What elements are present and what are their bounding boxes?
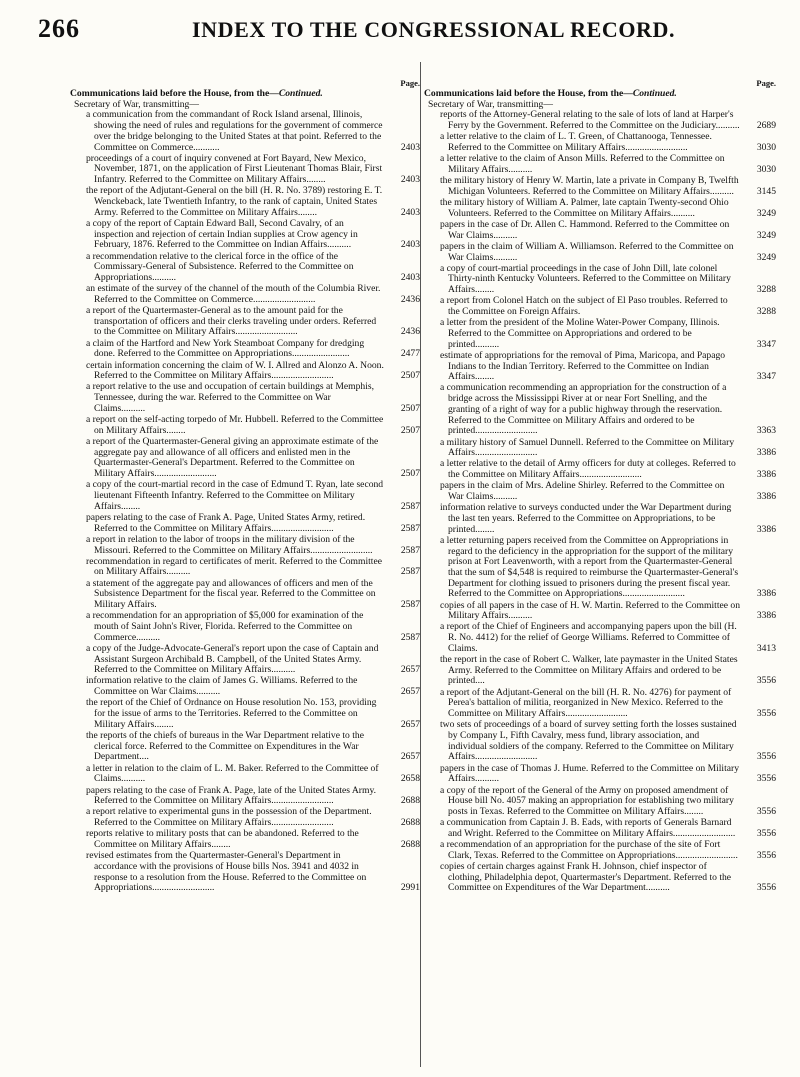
entry-text: a copy of the report of Captain Edward Ball, Second Cavalry, of an inspection and rejection of certain Indian supplies at Crow agency in February, 1876. Referred to the Committee on Indian Affairs.......... [86,217,358,251]
entry-text: a communication recommending an appropriation for the construction of a bridge across the Mississippi River at or near Fort Snelling, and the granting of a right of way for a public highway through the reservation. Referred to the Committee on Military Affairs and ordered to be printed.......................... [440,382,727,437]
entry-page-number: 3249 [756,251,776,263]
entry-text: the military history of Henry W. Martin, late a private in Company B, Twelfth Michigan Volunteers. Referred to the Committee on Military Affairs.......... [440,175,739,197]
entry-page-number: 2657 [400,686,420,698]
entry-page-number: 3556 [756,751,776,763]
entry-text: a recommendation for an appropriation of $5,000 for examination of the mouth of Saint John's River, Florida. Referred to the Committee on Commerce.......... [86,610,364,643]
index-entry [424,655,776,687]
entry-text: a copy of the Judge-Advocate-General's report upon the case of Captain and Assistant Surgeon Archibald B. Campbell, of the United States Army. Referred to the Committee on Military Affairs.......... [86,642,379,676]
entry-page-number: 2403 [400,141,420,153]
entry-page-number: 2403 [400,239,420,251]
index-entry [70,110,420,153]
entry-text: a report in relation to the labor of troops in the military division of the Missouri. Referred to the Committee on Military Affairs.......................... [86,533,373,556]
index-entry [70,284,420,305]
entry-text: a report of the Quartermaster-General giving an approximate estimate of the aggregate pay and allowance of all officers and enlisted men in the Quartermaster-General's Department. Referred to the Committee on Military Affairs.......................... [86,436,379,480]
index-entry [424,688,776,720]
entry-page-number: 3249 [756,229,776,241]
entry-page-number: 3386 [756,491,776,503]
index-entry [70,764,420,785]
entry-text: papers in the claim of Mrs. Adeline Shirley. Referred to the Committee on War Claims.......... [440,480,725,503]
entry-list [424,110,776,894]
entry-page-number: 3386 [756,469,776,481]
entry-page-number: 3556 [756,827,776,839]
entry-text: a letter in relation to the claim of L. M. Baker. Referred to the Committee of Claims.......... [86,762,379,785]
entry-page-number: 2657 [400,718,420,730]
index-entry [424,818,776,839]
entry-page-number: 2689 [756,120,776,132]
index-entry [424,786,776,818]
entry-page-number: 2688 [400,839,420,851]
entry-text: the report of the Chief of Ordnance on House resolution No. 153, providing for the issue of arms to the Territories. Referred to the Committee on Military Affairs........ [86,697,377,730]
index-entry [424,318,776,350]
index-entry [70,480,420,512]
entry-text: a report relative to experimental guns in the possession of the Department. Referred to the Committee on Military Affairs.......................... [86,806,372,829]
entry-text: papers in the claim of William A. Williamson. Referred to the Committee on War Claims.......... [440,240,734,263]
entry-text: reports relative to military posts that can be abandoned. Referred to the Committee on Military Affairs........ [86,828,359,851]
entry-text: a letter relative to the detail of Army officers for duty at colleges. Referred to the Committee on Military Affairs.......................... [440,458,736,481]
entry-page-number: 2403 [400,174,420,186]
entry-page-number: 2403 [400,271,420,283]
page-title: INDEX TO THE CONGRESSIONAL RECORD. [192,17,676,42]
entry-text: a statement of the aggregate pay and allowances of officers and men of the Subsistence Department for the fiscal year. Referred to the Committee on Military Affairs. [86,577,376,611]
left-column [70,78,420,895]
entry-page-number: 3556 [756,805,776,817]
entry-page-number: 3347 [756,338,776,350]
entry-text: a report of the Chief of Engineers and accompanying papers upon the bill (H. R. No. 4412) for the relief of George Williams. Referred to Committee of Claims. [440,621,737,654]
index-entry [70,437,420,480]
index-entry [424,132,776,153]
index-entry [424,383,776,437]
index-entry [70,829,420,850]
page-column-label: Page. [756,78,776,88]
entry-page-number: 3030 [756,142,776,154]
entry-page-number: 2587 [400,566,420,578]
index-entry [70,579,420,611]
entry-text: certain information concerning the claim of W. I. Allred and Alonzo A. Noon. Referred to the Committee on Military Affairs.......................... [86,359,384,382]
entry-page-number: 3249 [756,207,776,219]
entry-page-number: 2507 [400,370,420,382]
column-divider [420,62,421,1067]
entry-text: proceedings of a court of inquiry convened at Fort Bayard, New Mexico, November, 1871, on the application of First Lieutenant Thomas Blair, First Infantry. Referred to the Committee on Military Affairs........ [86,152,383,186]
entry-page-number: 2657 [400,751,420,763]
index-entry [424,220,776,241]
entry-page-number: 3386 [756,588,776,600]
page-number: 266 [38,14,80,43]
index-entry [424,264,776,296]
entry-page-number: 3145 [756,185,776,197]
entry-page-number: 3030 [756,163,776,175]
entry-text: reports of the Attorney-General relating to the sale of lots of land at Harper's Ferry by the Government. Referred to the Committee on the Judiciary.......... [440,109,740,132]
subsection-heading: Secretary of War, transmitting— [428,98,553,110]
entry-text: a copy of court-martial proceedings in the case of John Dill, late colonel Thirty-ninth Kentucky Volunteers. Referred to the Committee on Military Affairs........ [440,262,731,296]
index-entry [424,764,776,785]
entry-text: a report of the Quartermaster-General as to the amount paid for the transportation of officers and their clerks traveling under orders. Referred to the Committee on Military Affairs.......................... [86,305,377,338]
entry-page-number: 3347 [756,371,776,383]
entry-text: a letter from the president of the Moline Water-Power Company, Illinois. Referred to the Committee on Appropriations and ordered to be printed.......... [440,317,720,350]
page-column-label: Page. [400,78,420,88]
index-entry [424,110,776,131]
index-entry [424,862,776,894]
entry-page-number: 3556 [756,849,776,861]
index-entry [424,481,776,502]
index-entry [424,154,776,175]
index-entry [70,676,420,697]
entry-page-number: 3386 [756,523,776,535]
entry-page-number: 3556 [756,708,776,720]
entry-text: a report relative to the use and occupation of certain buildings at Memphis, Tennessee, during the war. Referred to the Committee on War Claims.......... [86,381,374,414]
entry-text: information relative to surveys conducted under the War Department during the last ten years. Referred to the Committee on Appropriations, to be printed........ [440,502,732,535]
entry-page-number: 2507 [400,468,420,480]
entry-page-number: 2688 [400,817,420,829]
entry-text: the military history of William A. Palmer, late captain Twenty-second Ohio Volunteers. Referred to the Committee on Military Affairs.......... [440,197,729,219]
index-entry [424,720,776,763]
entry-text: a copy of the report of the General of the Army on proposed amendment of House bill No. 4057 making an appropriation for establishing two military posts in Texas. Referred to the Committee on Military Affairs........ [440,784,734,817]
entry-text: a communication from the commandant of Rock Island arsenal, Illinois, showing the need of rules and regulations for the government of commerce over the bridge belonging to the United States at that point. Referred to the Committee on Commerce........... [86,109,383,153]
entry-text: a recommendation of an appropriation for the purchase of the site of Fort Clark, Texas. Referred to the Committee on Appropriations.......................... [440,839,738,861]
entry-text: a recommendation relative to the clerical force in the office of the Commissary-General of Subsistence. Referred to the Committee on Appropriations.......... [86,250,354,283]
index-entry [70,361,420,382]
entry-page-number: 2658 [400,773,420,785]
entry-text: a letter returning papers received from the Committee on Appropriations in regard to the deficiency in the appropriation for the support of the military prison at Fort Leavenworth, with a report from the Quartermaster-General that the sum of $4,548 is required to reimburse the Quartermaster-General's Department for clothing issued to prisoners during the present fiscal year. Referred to the Committee on Appropriations.......................... [440,534,739,600]
entry-text: a letter relative to the claim of L. T. Green, of Chattanooga, Tennessee. Referred to the Committee on Military Affairs.......................... [440,131,712,154]
entry-text: a copy of the court-martial record in the case of Edmund T. Ryan, late second lieutenant Fifteenth Infantry. Referred to the Committee on Military Affairs........ [86,479,384,512]
entry-text: papers relating to the case of Frank A. Page, United States Army, retired. Referred to the Committee on Military Affairs.......................... [86,511,366,534]
index-entry [424,622,776,654]
section-heading: Communications laid before the House, from the—Continued. [424,88,677,99]
index-entry [424,242,776,263]
entry-page-number: 2587 [400,522,420,534]
entry-page-number: 2991 [400,882,420,894]
entry-text: papers relating to the case of Frank A. Page, late of the United States Army. Referred to the Committee on Military Affairs.......................... [86,784,377,807]
entry-page-number: 2657 [400,664,420,676]
index-entry [424,438,776,459]
subsection-heading: Secretary of War, transmitting— [74,98,199,110]
entry-text: copies of all papers in the case of H. W. Martin. Referred to the Committee on Military Affairs.......... [440,599,740,622]
entry-page-number: 2436 [400,293,420,305]
entry-text: a communication from Captain J. B. Eads, with reports of Generals Barnard and Wright. Referred to the Committee on Military Affairs.......................... [440,817,736,839]
entry-page-number: 2587 [400,599,420,611]
index-entry [70,186,420,218]
index-entry [424,176,776,197]
index-entry [424,459,776,480]
entry-page-number: 2403 [400,206,420,218]
entry-page-number: 3413 [756,642,776,654]
entry-text: information relative to the claim of James G. Williams. Referred to the Committee on War Claims.......... [86,675,358,698]
entry-text: recommendation in regard to certificates of merit. Referred to the Committee on Military Affairs.......... [86,555,382,578]
entry-page-number: 3556 [756,773,776,785]
entry-text: revised estimates from the Quartermaster-General's Department in accordance with the provisions of House bills Nos. 3941 and 4032 in response to a resolution from the House. Referred to the Committee on Appropriations.......................... [86,850,367,894]
entry-page-number: 2587 [400,500,420,512]
entry-text: copies of certain charges against Frank H. Johnson, chief inspector of clothing, Philadelphia depot, Quartermaster's Department. Referred to the Committee on Expenditures of the War Department.......... [440,860,732,894]
entry-page-number: 2587 [400,544,420,556]
index-entry [70,382,420,414]
index-entry [70,513,420,534]
index-entry [70,219,420,251]
index-entry [424,840,776,861]
index-entry [70,611,420,643]
right-column [424,78,776,895]
index-entry [70,698,420,730]
entry-text: the report of the Adjutant-General on the bill (H. R. No. 3789) restoring E. T. Wenckeback, late Twentieth Infantry, to the rank of captain, United States Army. Referred to the Committee on Military Affairs........ [86,185,383,218]
index-entry [70,851,420,894]
entry-text: an estimate of the survey of the channel of the mouth of the Columbia River. Referred to the Committee on Commerce.......................... [86,283,381,305]
entry-page-number: 2477 [400,348,420,360]
entry-page-number: 3556 [756,675,776,687]
index-entry [424,601,776,622]
index-entry [70,252,420,284]
entry-page-number: 3363 [756,425,776,437]
entry-text: papers in the case of Thomas J. Hume. Referred to the Committee on Military Affairs.......... [440,762,740,785]
entry-text: estimate of appropriations for the removal of Pima, Maricopa, and Papago Indians to the Indian Territory. Referred to the Committee on Indian Affairs........ [440,349,726,383]
entry-page-number: 2507 [400,424,420,436]
entry-text: a report of the Adjutant-General on the bill (H. R. No. 4276) for payment of Perea's battalion of militia, reorganized in New Mexico. Referred to the Committee on Military Affairs.......................... [440,686,732,720]
entry-page-number: 3288 [756,306,776,318]
index-entry [70,339,420,360]
index-entry [424,503,776,535]
entry-page-number: 3386 [756,447,776,459]
index-entry [70,557,420,578]
index-entry [424,536,776,600]
index-entry [70,731,420,763]
index-entry [70,535,420,556]
entry-text: papers in the case of Dr. Allen C. Hammond. Referred to the Committee on War Claims.......... [440,218,730,241]
entry-text: a letter relative to the claim of Anson Mills. Referred to the Committee on Military Affairs.......... [440,153,725,175]
entry-text: a claim of the Hartford and New York Steamboat Company for dredging done. Referred to the Committee on Appropriations........................ [86,337,365,360]
index-entry [424,351,776,383]
entry-page-number: 2587 [400,631,420,643]
index-entry [70,644,420,676]
entry-page-number: 3288 [756,284,776,296]
index-entry [70,786,420,807]
entry-page-number: 2688 [400,795,420,807]
index-entry [70,306,420,338]
entry-text: two sets of proceedings of a board of survey setting forth the losses sustained by Company L, Fifth Cavalry, mess fund, library association, and individual soldiers of the company. Referred to the Committee on Military Affairs.......................... [440,719,737,763]
entry-text: the reports of the chiefs of bureaus in the War Department relative to the clerical force. Referred to the Committee on Expenditures in the War Department.... [86,729,364,763]
entry-text: a report on the self-acting torpedo of Mr. Hubbell. Referred to the Committee on Military Affairs........ [86,414,384,436]
index-entry [424,198,776,219]
page-header [38,12,778,52]
index-entry [424,296,776,317]
entry-page-number: 2436 [400,326,420,338]
entry-page-number: 3556 [756,882,776,894]
entry-page-number: 2507 [400,402,420,414]
entry-text: a report from Colonel Hatch on the subject of El Paso troubles. Referred to the Committee on Foreign Affairs. [440,295,728,318]
index-entry [70,807,420,828]
entry-page-number: 3386 [756,610,776,622]
index-entry [70,154,420,186]
entry-text: the report in the case of Robert C. Walker, late paymaster in the United States Army. Referred to the Committee on Military Affairs and ordered to be printed.... [440,654,738,687]
index-entry [70,415,420,436]
entry-list [70,110,420,894]
entry-text: a military history of Samuel Dunnell. Referred to the Committee on Military Affairs.......................... [440,436,735,459]
section-heading: Communications laid before the House, from the—Continued. [70,88,323,99]
